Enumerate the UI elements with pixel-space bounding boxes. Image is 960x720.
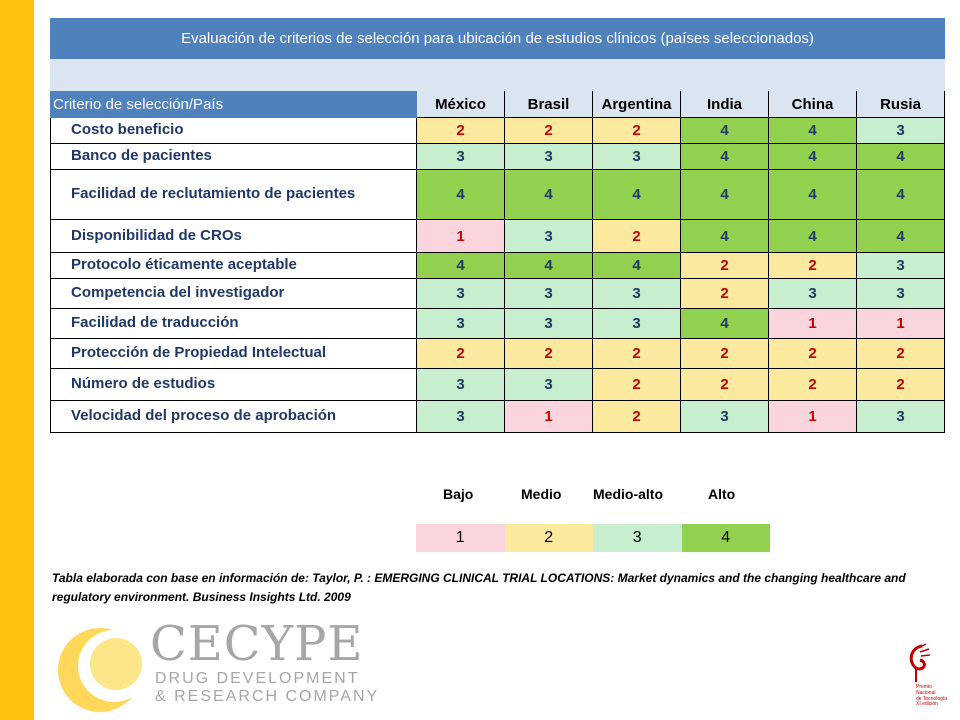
score-cell: 3 bbox=[593, 279, 681, 309]
score-cell: 3 bbox=[505, 220, 593, 253]
legend-swatches bbox=[416, 524, 770, 552]
award-badge bbox=[898, 640, 948, 720]
score-cell: 4 bbox=[681, 309, 769, 339]
score-cell: 4 bbox=[593, 253, 681, 279]
table-row bbox=[51, 144, 945, 170]
score-cell: 4 bbox=[417, 253, 505, 279]
award-line-3: de Tecnología bbox=[916, 695, 948, 702]
country-header: China bbox=[769, 91, 857, 118]
score-cell: 2 bbox=[769, 253, 857, 279]
header-row bbox=[51, 91, 945, 118]
score-cell: 1 bbox=[505, 401, 593, 433]
table-title: Evaluación de criterios de selección para ubicación de estudios clínicos (países seleccionados) bbox=[51, 19, 945, 59]
legend-swatch-2: 2 bbox=[505, 524, 594, 552]
score-cell: 3 bbox=[505, 279, 593, 309]
score-cell: 4 bbox=[857, 220, 945, 253]
score-cell: 3 bbox=[417, 369, 505, 401]
score-cell: 2 bbox=[681, 279, 769, 309]
score-cell: 2 bbox=[505, 118, 593, 144]
score-cell: 3 bbox=[593, 144, 681, 170]
logo-tagline-1: DRUG DEVELOPMENT bbox=[155, 670, 360, 687]
award-line-2: Nacional bbox=[916, 689, 936, 696]
criteria-table bbox=[50, 18, 945, 433]
table-row bbox=[51, 369, 945, 401]
score-cell: 2 bbox=[593, 401, 681, 433]
score-cell: 3 bbox=[505, 369, 593, 401]
criterion-label: Facilidad de traducción bbox=[51, 309, 417, 339]
criterion-label: Disponibilidad de CROs bbox=[51, 220, 417, 253]
sun-logo-icon bbox=[52, 618, 152, 718]
criterion-label: Protocolo éticamente aceptable bbox=[51, 253, 417, 279]
score-cell: 2 bbox=[857, 339, 945, 369]
score-cell: 3 bbox=[417, 279, 505, 309]
header-label: Criterio de selección/País bbox=[51, 91, 417, 118]
criterion-label: Costo beneficio bbox=[51, 118, 417, 144]
score-cell: 4 bbox=[505, 170, 593, 220]
score-cell: 3 bbox=[681, 401, 769, 433]
score-cell: 4 bbox=[769, 144, 857, 170]
cecype-logo bbox=[52, 616, 380, 718]
score-cell: 4 bbox=[593, 170, 681, 220]
side-accent-bar bbox=[0, 0, 34, 720]
score-cell: 2 bbox=[769, 369, 857, 401]
score-cell: 2 bbox=[505, 339, 593, 369]
score-cell: 2 bbox=[857, 369, 945, 401]
table-row bbox=[51, 401, 945, 433]
award-line-1: Premio bbox=[916, 684, 932, 690]
score-cell: 4 bbox=[681, 220, 769, 253]
score-cell: 4 bbox=[769, 118, 857, 144]
score-cell: 4 bbox=[857, 144, 945, 170]
source-note: Tabla elaborada con base en información de: Taylor, P. : EMERGING CLINICAL TRIAL LOCATIONS: Market dynamics and the changing healthcare and regulatory environment. Business Insights Ltd. 2009 bbox=[52, 571, 906, 604]
score-cell: 2 bbox=[681, 253, 769, 279]
country-header: Rusia bbox=[857, 91, 945, 118]
legend-label-bajo: Bajo bbox=[443, 486, 474, 502]
score-cell: 2 bbox=[769, 339, 857, 369]
criterion-label: Número de estudios bbox=[51, 369, 417, 401]
score-cell: 1 bbox=[857, 309, 945, 339]
criterion-label: Velocidad del proceso de aprobación bbox=[51, 401, 417, 433]
score-cell: 2 bbox=[417, 118, 505, 144]
score-cell: 3 bbox=[857, 253, 945, 279]
legend-label-medio-alto: Medio-alto bbox=[593, 486, 663, 502]
score-cell: 3 bbox=[857, 401, 945, 433]
criterion-label: Banco de pacientes bbox=[51, 144, 417, 170]
score-cell: 2 bbox=[593, 339, 681, 369]
legend-label-alto: Alto bbox=[708, 486, 736, 502]
legend-swatch-4: 4 bbox=[682, 524, 771, 552]
score-cell: 4 bbox=[681, 170, 769, 220]
score-cell: 2 bbox=[593, 369, 681, 401]
score-cell: 3 bbox=[417, 401, 505, 433]
score-cell: 2 bbox=[593, 220, 681, 253]
award-line-4: XI edición bbox=[916, 701, 938, 708]
criterion-label: Competencia del investigador bbox=[51, 279, 417, 309]
score-cell: 3 bbox=[857, 118, 945, 144]
table-row bbox=[51, 170, 945, 220]
award-emblem-icon bbox=[902, 642, 932, 684]
table-row bbox=[51, 309, 945, 339]
score-cell: 3 bbox=[593, 309, 681, 339]
table-row bbox=[51, 279, 945, 309]
score-cell: 4 bbox=[769, 220, 857, 253]
score-cell: 3 bbox=[417, 144, 505, 170]
score-cell: 3 bbox=[769, 279, 857, 309]
country-header: Argentina bbox=[593, 91, 681, 118]
score-cell: 4 bbox=[681, 118, 769, 144]
legend-label-medio: Medio bbox=[521, 486, 562, 502]
score-cell: 1 bbox=[417, 220, 505, 253]
score-cell: 1 bbox=[769, 309, 857, 339]
legend-swatch-3: 3 bbox=[593, 524, 682, 552]
score-cell: 4 bbox=[681, 144, 769, 170]
criterion-label: Protección de Propiedad Intelectual bbox=[51, 339, 417, 369]
score-cell: 4 bbox=[857, 170, 945, 220]
score-cell: 1 bbox=[769, 401, 857, 433]
score-cell: 3 bbox=[505, 144, 593, 170]
criterion-label: Facilidad de reclutamiento de pacientes bbox=[51, 170, 417, 220]
legend-swatch-1: 1 bbox=[416, 524, 505, 552]
score-cell: 2 bbox=[593, 118, 681, 144]
score-cell: 3 bbox=[417, 309, 505, 339]
table-row bbox=[51, 220, 945, 253]
blank-row bbox=[51, 59, 945, 91]
table-row bbox=[51, 118, 945, 144]
table-row bbox=[51, 339, 945, 369]
logo-tagline-2: & RESEARCH COMPANY bbox=[155, 688, 380, 705]
score-cell: 2 bbox=[681, 369, 769, 401]
score-cell: 2 bbox=[681, 339, 769, 369]
logo-wordmark: CECYPE bbox=[150, 616, 364, 672]
table-row bbox=[51, 253, 945, 279]
score-cell: 4 bbox=[417, 170, 505, 220]
country-header: Brasil bbox=[505, 91, 593, 118]
score-cell: 3 bbox=[857, 279, 945, 309]
award-text bbox=[916, 685, 952, 708]
country-header: México bbox=[417, 91, 505, 118]
score-cell: 2 bbox=[417, 339, 505, 369]
score-cell: 3 bbox=[505, 309, 593, 339]
country-header: India bbox=[681, 91, 769, 118]
score-cell: 4 bbox=[769, 170, 857, 220]
score-cell: 4 bbox=[505, 253, 593, 279]
